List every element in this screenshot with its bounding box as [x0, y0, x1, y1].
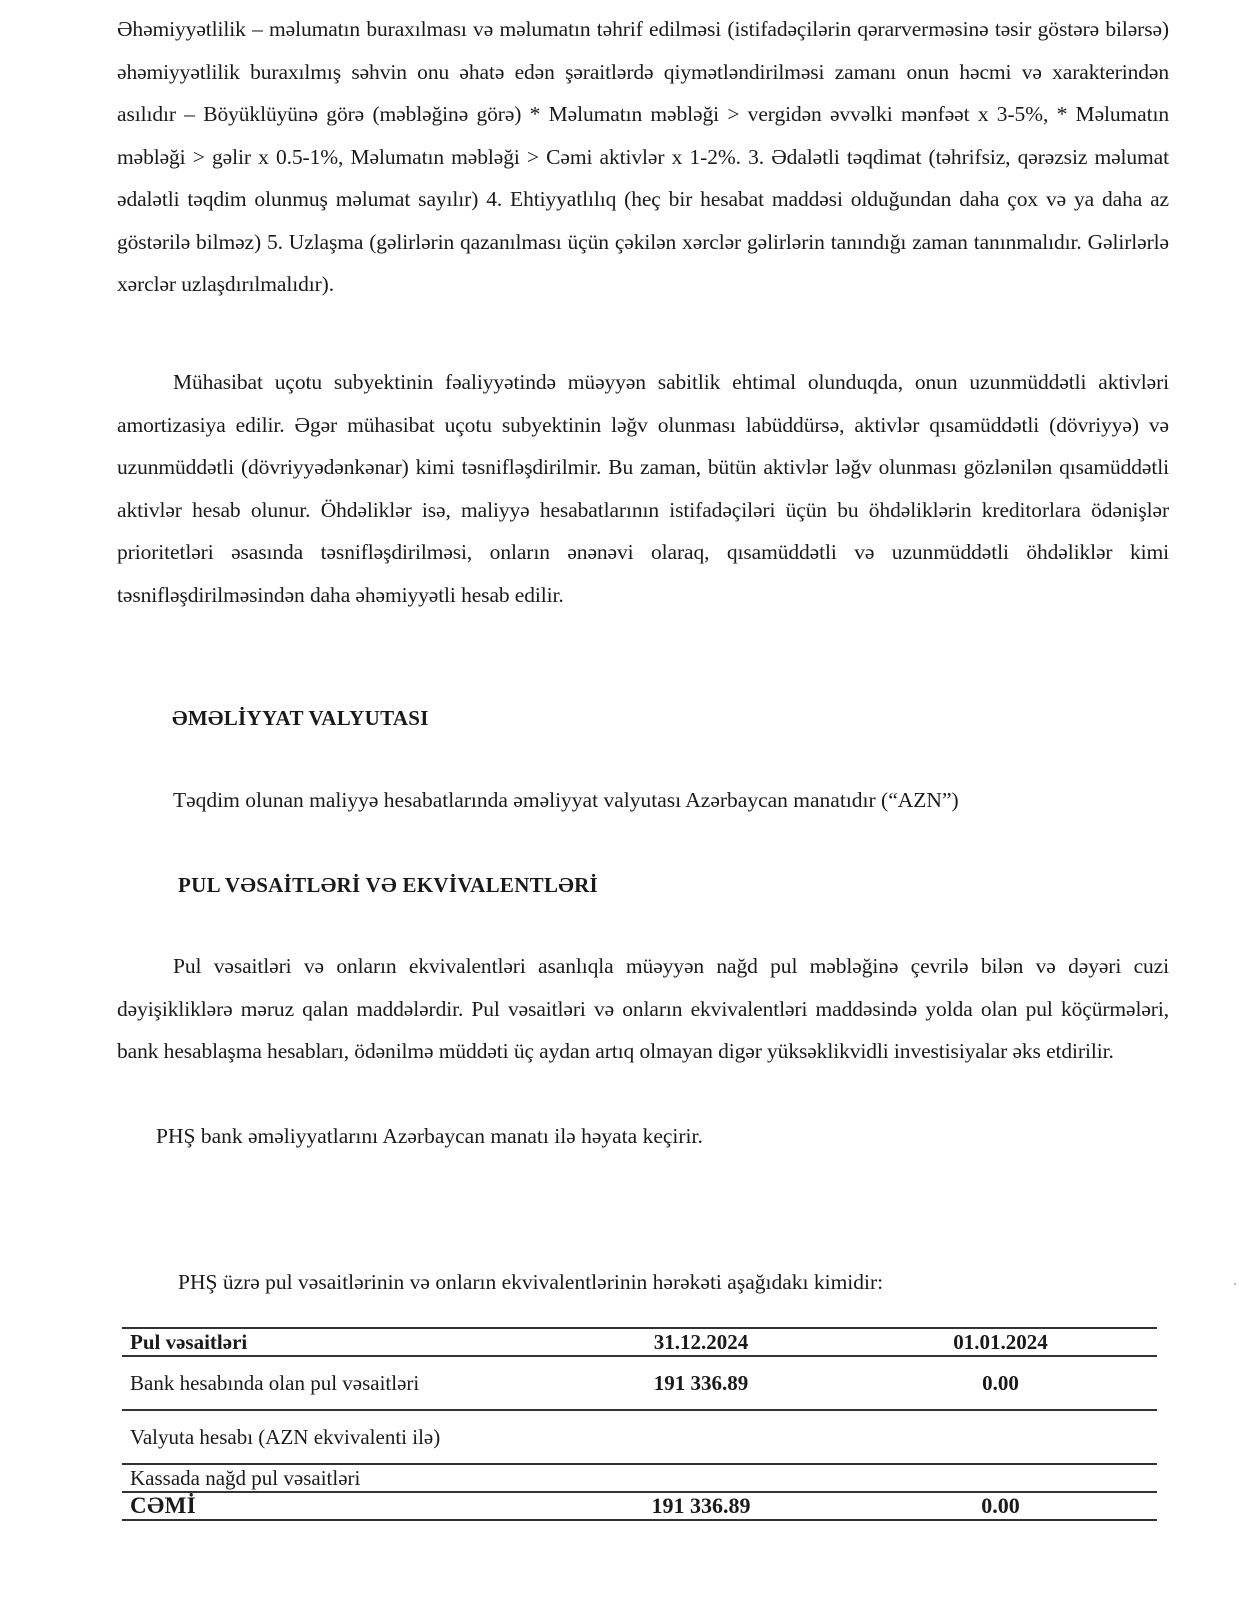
materiality-paragraph: Əhəmiyyətlilik – məlumatın buraxılması və məlumatın təhrif edilməsi (istifadəçilərin qərarverməsinə təsir göstərə bilərsə) əhəmiyyətlilik buraxılmış səhvin onu əhatə edən şəraitlərdə qiymətləndirilməsi zamanı onun həcmi və xarakterindən asılıdır – Böyüklüyünə görə (məbləğinə görə) * Məlumatın məbləği > vergidən əvvəlki mənfəət x 3-5%, * Məlumatın məbləği > gəlir x 0.5-1%, Məlumatın məbləği > Cəmi aktivlər x 1-2%. 3. Ədalətli təqdimat (təhrifsiz, qərəzsiz məlumat ədalətli təqdim olunmuş məlumat sayılır) 4. Ehtiyyatlılıq (heç bir hesabat maddəsi olduğundan daha çox və ya daha az göstərilə bilməz) 5. Uzlaşma (gəlirlərin qazanılması üçün çəkilən xərclər gəlirlərin tanındığı zaman tanınmalıdır. Gəlirlərlə xərclər uzlaşdırılmalıdır).: [117, 17, 1169, 296]
table-row: [122, 1410, 1157, 1464]
row-end-value: [558, 1410, 844, 1464]
header-item: Pul vəsaitləri: [122, 1328, 558, 1356]
total-start-value: 0.00: [844, 1492, 1157, 1520]
total-end-value: 191 336.89: [558, 1492, 844, 1520]
table-total-row: [122, 1492, 1157, 1520]
row-end-value: 191 336.89: [558, 1356, 844, 1410]
bank-operations-text: PHŞ bank əməliyyatlarını Azərbaycan manatı ilə həyata keçirir.: [156, 1124, 703, 1148]
row-start-value: 0.00: [844, 1356, 1157, 1410]
functional-currency-heading: ƏMƏLİYYAT VALYUTASI: [172, 706, 429, 730]
scan-artifact: [1234, 1283, 1236, 1285]
row-label: Valyuta hesabı (AZN ekvivalenti ilə): [122, 1410, 558, 1464]
header-end-date: 31.12.2024: [558, 1328, 844, 1356]
table-header-row: [122, 1328, 1157, 1356]
cash-equivalents-heading: PUL VƏSAİTLƏRİ VƏ EKVİVALENTLƏRİ: [178, 873, 599, 897]
row-label: Kassada nağd pul vəsaitləri: [122, 1464, 558, 1492]
table-intro-text: PHŞ üzrə pul vəsaitlərinin və onların ekvivalentlərinin hərəkəti aşağıdakı kimidir:: [178, 1270, 884, 1294]
cash-definition-paragraph: Pul vəsaitləri və onların ekvivalentləri asanlıqla müəyyən nağd pul məbləğinə çevrilə bilən və dəyəri cuzi dəyişikliklərə məruz qalan maddələrdir. Pul vəsaitləri və onların ekvivalentləri maddəsində yolda olan pul köçürmələri, bank hesablaşma hesabları, ödənilmə müddəti üç aydan artıq olmayan digər yüksəklikvidli investisiyalar əks etdirilir.: [117, 954, 1169, 1063]
functional-currency-text: Təqdim olunan maliyyə hesabatlarında əməliyyat valyutası Azərbaycan manatıdır (“AZN”): [173, 788, 959, 812]
row-start-value: [844, 1410, 1157, 1464]
row-label: Bank hesabında olan pul vəsaitləri: [122, 1356, 558, 1410]
table-row: [122, 1356, 1157, 1410]
header-start-date: 01.01.2024: [844, 1328, 1157, 1356]
cash-table: [122, 1327, 1157, 1521]
row-start-value: [844, 1464, 1157, 1492]
going-concern-paragraph: Mühasibat uçotu subyektinin fəaliyyətində müəyyən sabitlik ehtimal olunduqda, onun uzunmüddətli aktivləri amortizasiya edilir. Əgər mühasibat uçotu subyektinin ləğv olunması labüddürsə, aktivlər qısamüddətli (dövriyyə) və uzunmüddətli (dövriyyədənkənar) kimi təsnifləşdirilmir. Bu zaman, bütün aktivlər ləğv olunması gözlənilən qısamüddətli aktivlər hesab olunur. Öhdəliklər isə, maliyyə hesabatlarının istifadəçiləri üçün bu öhdəliklərin kreditorlara ödənişlər prioritetləri əsasında təsnifləşdirilməsi, onların ənənəvi olaraq, qısamüddətli və uzunmüddətli öhdəliklər kimi təsnifləşdirilməsindən daha əhəmiyyətli hesab edilir.: [117, 370, 1169, 607]
total-label: CƏMİ: [122, 1492, 558, 1520]
table-row: [122, 1464, 1157, 1492]
cash-table-container: [122, 1327, 1157, 1521]
row-end-value: [558, 1464, 844, 1492]
